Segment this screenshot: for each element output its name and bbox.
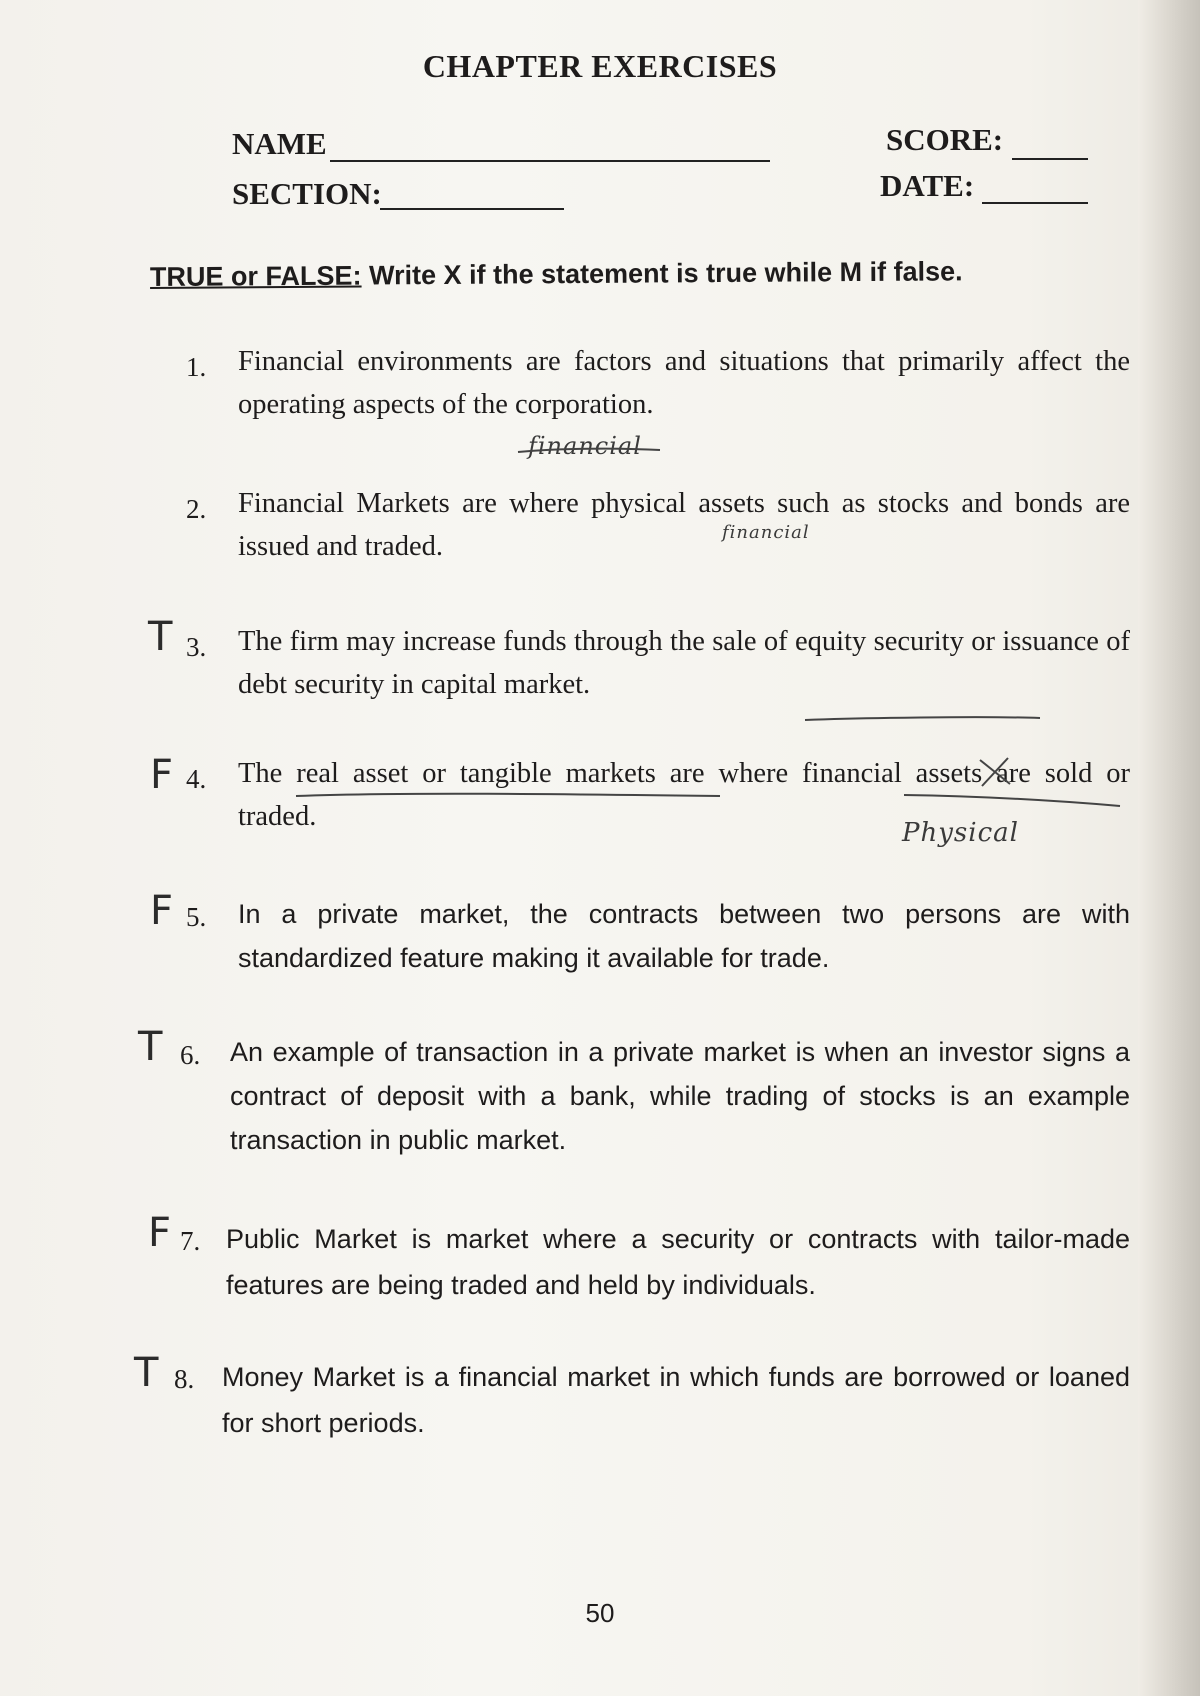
handwritten-answer: T: [148, 614, 173, 660]
question-number: 7.: [180, 1226, 201, 1256]
handwritten-answer: F: [148, 1210, 172, 1256]
handwritten-note: financial: [722, 522, 810, 543]
question-text: An example of transaction in a private market is when an investor signs a contract of deposit with a bank, while trading of stocks is an example transaction in public market.: [230, 1037, 1130, 1155]
question-text: The firm may increase funds through the sale of equity security or issuance of debt security in capital market.: [238, 626, 1130, 700]
question-number: 4.: [186, 764, 207, 794]
score-label: SCORE:: [886, 122, 1004, 157]
handwritten-note: financial: [528, 432, 642, 460]
date-label: DATE:: [880, 168, 975, 203]
question-number: 3.: [186, 632, 207, 662]
handwritten-note: Physical: [902, 818, 1019, 848]
question-number: 1.: [186, 352, 207, 382]
instructions-text: Write X if the statement is true while M if false.: [361, 256, 963, 291]
page-number: 50: [585, 1598, 615, 1628]
question-number: 8.: [174, 1364, 195, 1394]
handwritten-answer: F: [150, 888, 174, 934]
handwritten-answer: T: [138, 1024, 163, 1070]
name-label: NAME: [232, 126, 327, 161]
question-number: 2.: [186, 494, 207, 524]
question-text: Money Market is a financial market in which funds are borrowed or loaned for short periods.: [222, 1362, 1130, 1438]
question-text: The real asset or tangible markets are where financial assets are sold or traded.: [238, 758, 1130, 832]
question-text: In a private market, the contracts between two persons are with standardized feature making it available for trade.: [238, 899, 1130, 973]
question-number: 6.: [180, 1040, 201, 1070]
handwritten-answer: F: [150, 752, 174, 798]
chapter-title: CHAPTER EXERCISES: [422, 48, 778, 84]
question-number: 5.: [186, 902, 207, 932]
handwritten-answer: T: [134, 1350, 159, 1396]
question-text: Financial environments are factors and situations that primarily affect the operating aspects of the corporation.: [238, 346, 1130, 420]
question-text: Public Market is market where a security or contracts with tailor-made features are being traded and held by individuals.: [226, 1224, 1130, 1300]
instructions-heading: TRUE or FALSE:: [149, 260, 362, 292]
question-text: Financial Markets are where physical assets such as stocks and bonds are issued and traded.: [238, 488, 1130, 562]
section-label: SECTION:: [232, 176, 382, 211]
